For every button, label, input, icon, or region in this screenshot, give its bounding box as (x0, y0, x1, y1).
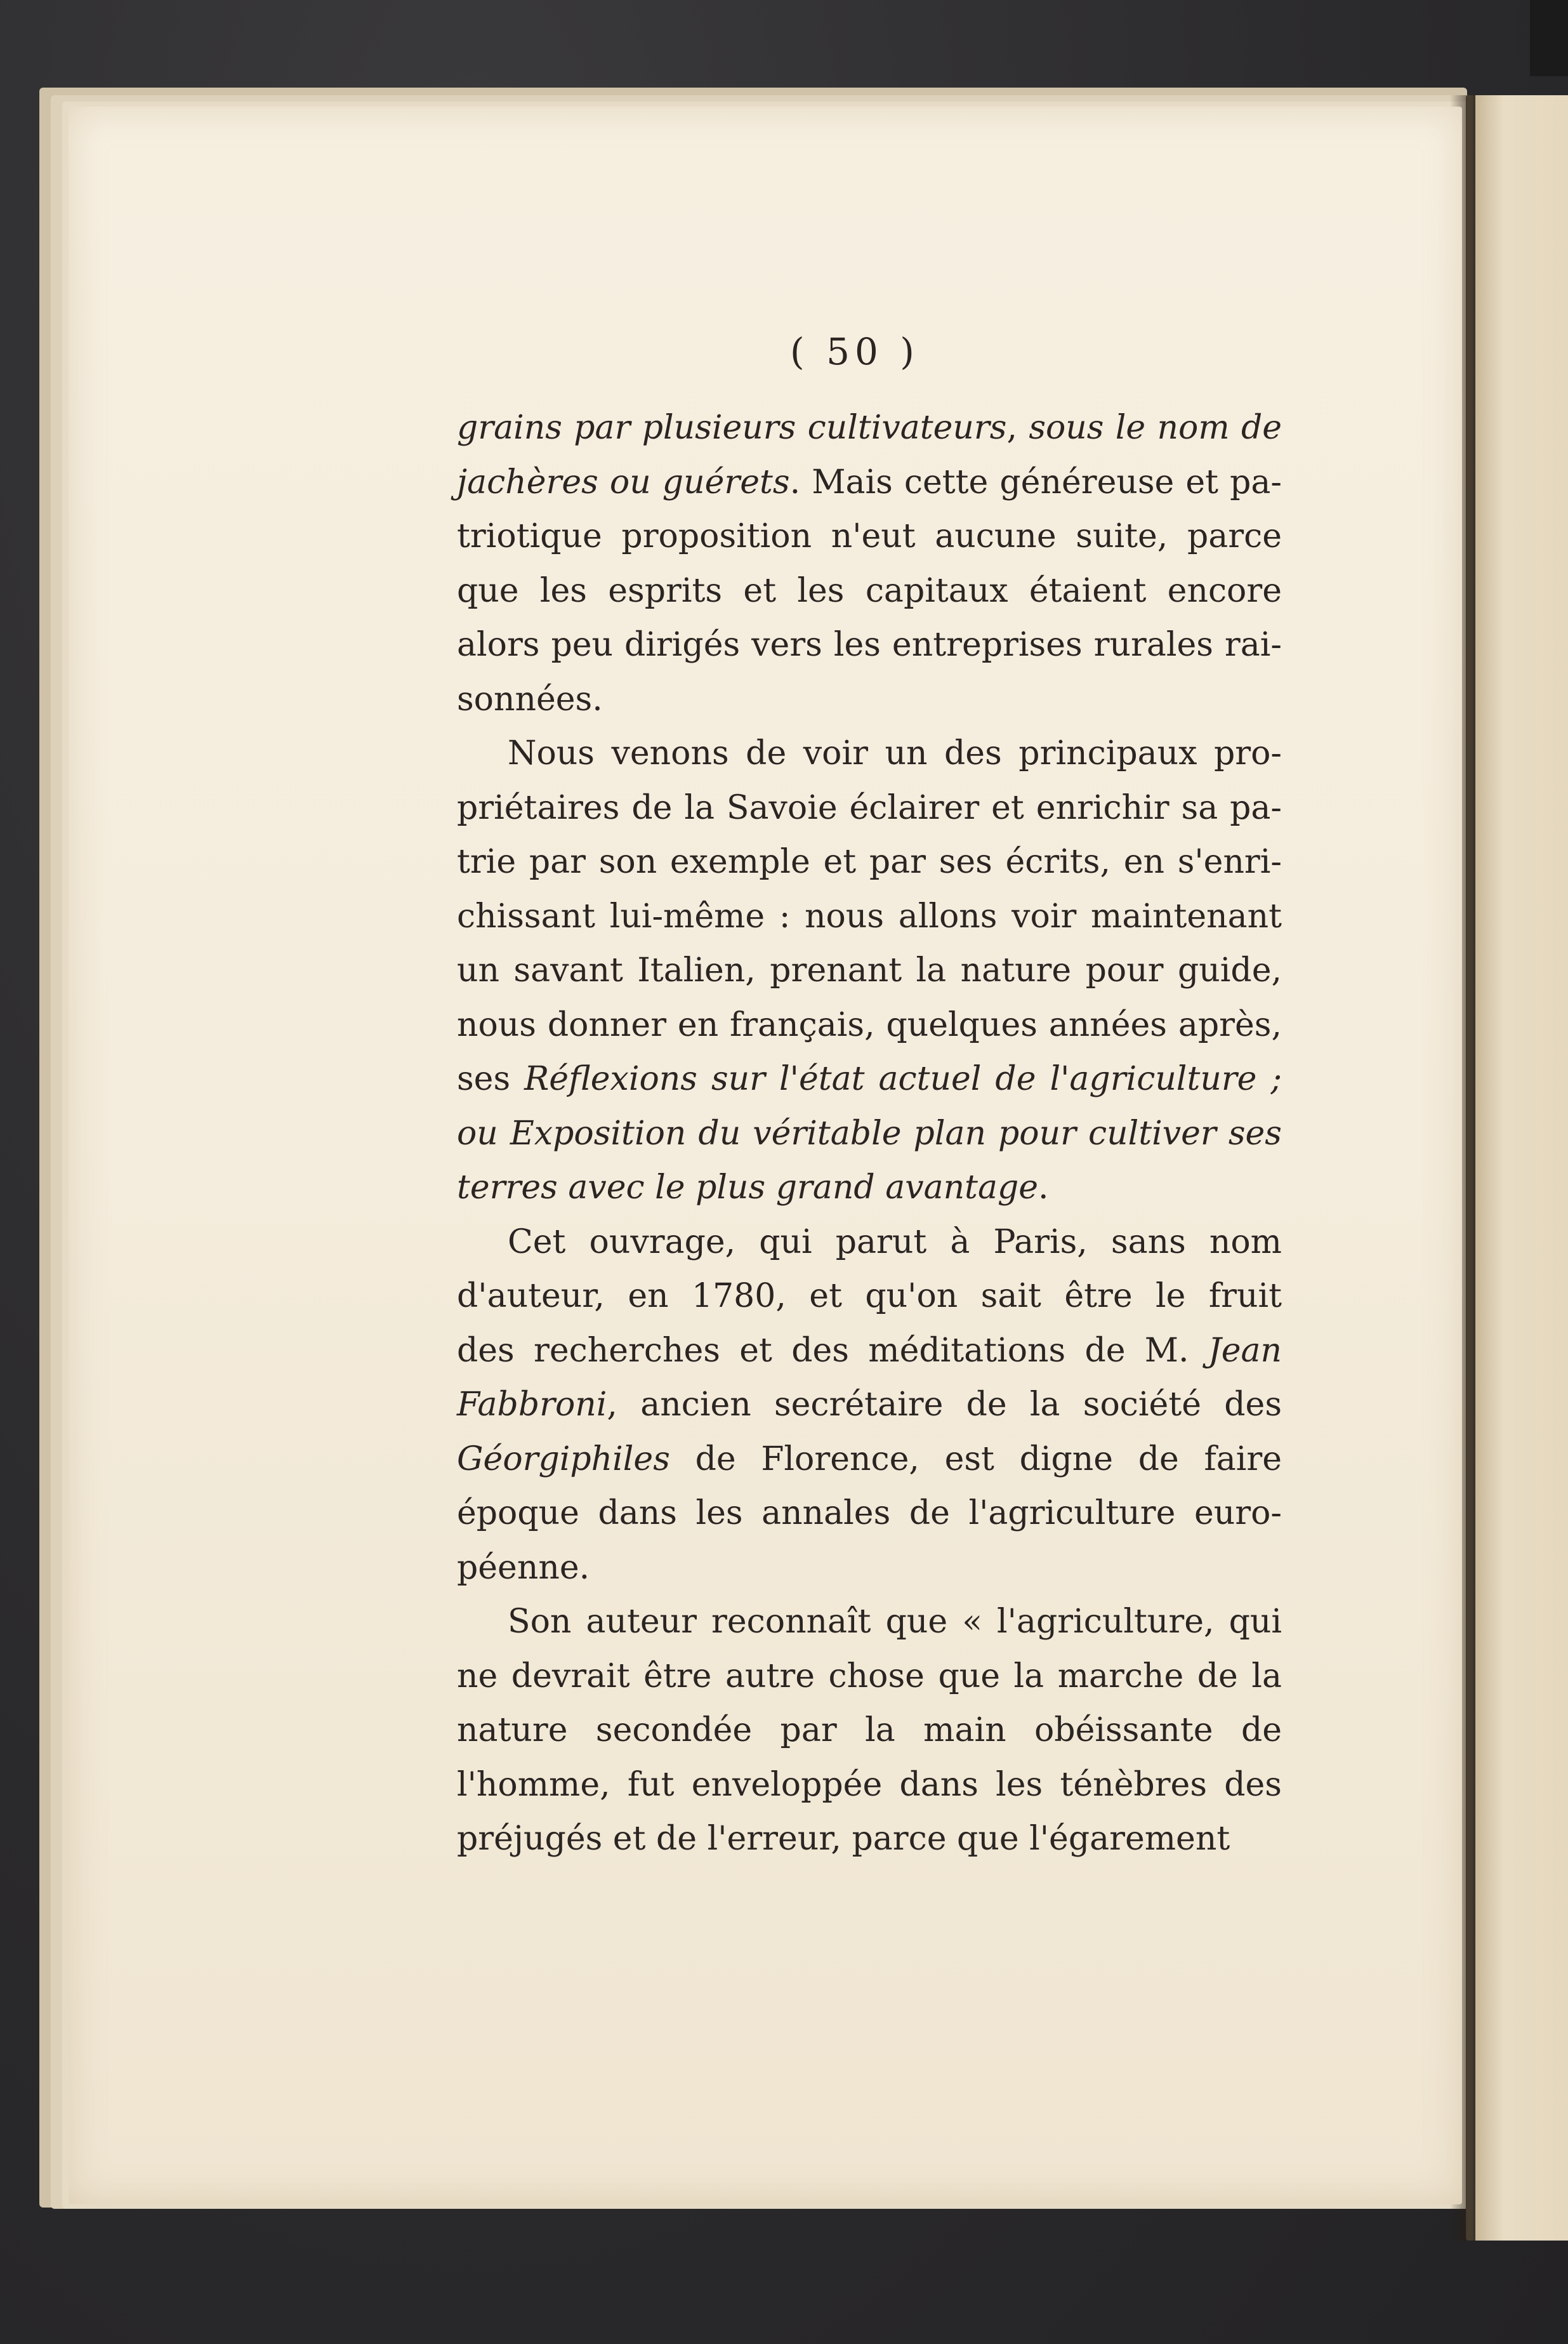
text-run: un savant Italien, prenant la nature pour guide, (457, 951, 1282, 990)
text-run: Nous venons de voir un des principaux pro- (508, 734, 1282, 772)
paragraph (457, 1595, 1282, 1867)
text-run: préjugés et de l'erreur, parce que l'égarement (457, 1820, 1230, 1858)
text-line (457, 1269, 1282, 1324)
text-line (457, 1595, 1282, 1650)
text-run: nature secondée par la main obéissante de (457, 1711, 1282, 1749)
text-line (457, 998, 1282, 1053)
text-run: , (1006, 409, 1029, 447)
italic-text: ou Exposition du véritable plan pour cultiver ses (457, 1114, 1282, 1153)
paragraph (457, 727, 1282, 1215)
text-run: Son auteur reconnaît que « l'agriculture, qui (508, 1603, 1282, 1641)
corner-clip (1530, 0, 1568, 76)
italic-text: terres avec le plus grand avantage (457, 1169, 1039, 1207)
italic-text: sous le nom de (1029, 409, 1282, 447)
text-line (457, 781, 1282, 836)
text-line (457, 1650, 1282, 1704)
text-line (457, 1107, 1282, 1162)
text-line (457, 1433, 1282, 1487)
text-run: de Florence, est digne de faire (669, 1440, 1282, 1478)
text-line (457, 727, 1282, 781)
text-run: . Mais cette généreuse et pa- (789, 463, 1282, 501)
text-line (457, 401, 1282, 456)
text-run: péenne. (457, 1548, 590, 1587)
text-line (457, 1161, 1282, 1215)
text-run: époque dans les annales de l'agriculture euro- (457, 1494, 1282, 1532)
text-line (457, 1704, 1282, 1758)
text-run: , ancien secrétaire de la société des (607, 1386, 1282, 1424)
text-run: trie par son exemple et par ses écrits, en s'enri- (457, 843, 1282, 881)
paragraph (457, 401, 1282, 727)
text-line (457, 1758, 1282, 1813)
page-number: ( 50 ) (790, 330, 919, 373)
text-line (457, 1378, 1282, 1433)
italic-text: grains par plusieurs cultivateurs (457, 409, 1007, 447)
italic-text: Géorgiphiles (457, 1440, 670, 1478)
text-run: ne devrait être autre chose que la marche de la (457, 1657, 1282, 1695)
text-run: chissant lui-même : nous allons voir maintenant (457, 897, 1282, 936)
text-run: triotique proposition n'eut aucune suite, parce (457, 517, 1282, 555)
paragraph (457, 1215, 1282, 1596)
italic-text: Fabbroni (457, 1386, 607, 1424)
text-line (457, 1487, 1282, 1541)
text-line (457, 1215, 1282, 1270)
italic-text: jachères ou guérets (457, 463, 790, 501)
text-run: d'auteur, en 1780, et qu'on sait être le fruit (457, 1277, 1282, 1315)
text-line (457, 1052, 1282, 1107)
facing-page (1466, 95, 1568, 2241)
text-run: sonnées. (457, 680, 603, 718)
italic-text: Réflexions sur l'état actuel de l'agriculture ; (524, 1060, 1282, 1098)
text-line (457, 890, 1282, 944)
text-line (457, 673, 1282, 727)
text-run: ses (457, 1060, 525, 1098)
page-body-text (457, 401, 1282, 1867)
text-line (457, 835, 1282, 890)
text-run: que les esprits et les capitaux étaient encore (457, 571, 1282, 610)
text-run: nous donner en français, quelques années après, (457, 1005, 1282, 1044)
text-run: l'homme, fut enveloppée dans les ténèbres des (457, 1765, 1282, 1804)
text-line (457, 1541, 1282, 1596)
text-run: priétaires de la Savoie éclairer et enrichir sa pa- (457, 788, 1282, 827)
text-line (457, 456, 1282, 510)
text-line (457, 944, 1282, 998)
text-line (457, 618, 1282, 673)
italic-text: Jean (1208, 1331, 1282, 1370)
text-run: alors peu dirigés vers les entreprises rurales rai- (457, 626, 1282, 664)
text-line (457, 1812, 1282, 1867)
text-line (457, 1324, 1282, 1379)
text-line (457, 564, 1282, 619)
text-run: des recherches et des méditations de M. (457, 1331, 1208, 1370)
text-run: . (1038, 1169, 1049, 1207)
text-line (457, 510, 1282, 564)
text-run: Cet ouvrage, qui parut à Paris, sans nom (508, 1222, 1282, 1261)
